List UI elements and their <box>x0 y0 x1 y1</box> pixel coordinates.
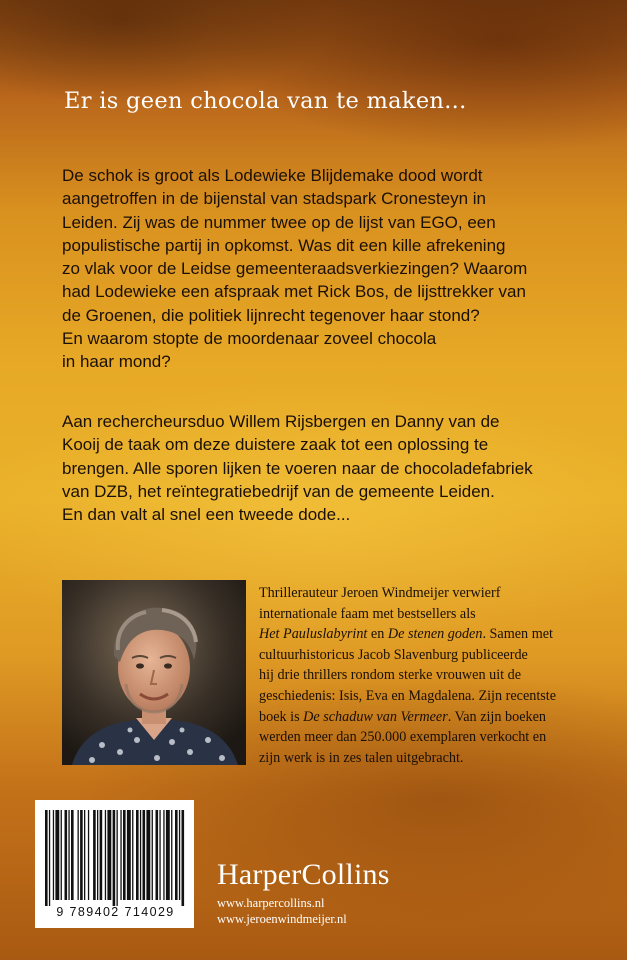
barcode-bar <box>152 810 153 900</box>
barcode-bar <box>78 810 79 900</box>
barcode-bar <box>166 810 170 900</box>
bio-text: . Van zijn boeken <box>447 708 546 725</box>
barcode-bar <box>55 810 59 900</box>
barcode-bar <box>159 810 160 900</box>
blurb-line: En dan valt al snel een tweede dode... <box>62 505 351 525</box>
publisher-logo: HarperCollins <box>217 858 390 891</box>
blurb-paragraph-2 <box>62 410 582 526</box>
barcode-bar <box>68 810 69 900</box>
barcode-bar <box>175 810 178 900</box>
barcode-bar <box>140 810 141 900</box>
barcode-bar <box>49 810 50 906</box>
barcode-bar <box>156 810 159 900</box>
bio-line: werden meer dan 250.000 exemplaren verkocht en <box>259 729 547 746</box>
barcode-bar <box>136 810 139 900</box>
barcode-bar <box>93 810 96 900</box>
author-portrait-illustration <box>62 580 246 765</box>
barcode <box>35 800 194 928</box>
barcode-bar <box>163 810 164 900</box>
barcode-bar <box>53 810 54 900</box>
bio-text: . Samen met <box>482 626 553 643</box>
blurb-line: Aan rechercheursduo Willem Rijsbergen en Danny van de <box>62 412 500 431</box>
blurb-line: de Groenen, die politiek lijnrecht tegenover haar stond? <box>62 305 480 325</box>
cover-headline: Er is geen chocola van te maken... <box>64 88 467 114</box>
barcode-bar <box>71 810 74 900</box>
barcode-bar <box>143 810 146 900</box>
blurb-line: in haar mond? <box>62 352 171 372</box>
bio-line: cultuurhistoricus Jacob Slavenburg publiceerde <box>259 646 528 663</box>
bio-line: geschiedenis: Isis, Eva en Magdalena. Zijn recentste <box>259 687 557 704</box>
blurb-line: De schok is groot als Lodewieke Blijdemake dood wordt <box>62 166 483 185</box>
blurb-line: En waarom stopte de moordenaar zoveel chocola <box>62 329 437 349</box>
book-title-het-paulus-labyrint: Het Pauluslabyrint <box>259 626 368 643</box>
blurb-line: zo vlak voor de Leidse gemeenteraadsverkiezingen? Waarom <box>62 259 528 279</box>
publisher-url: www.harpercollins.nl <box>217 896 325 910</box>
barcode-bar <box>97 810 98 900</box>
barcode-bar <box>80 810 83 900</box>
barcode-bar <box>105 810 106 900</box>
bio-line: hij drie thrillers rondom sterke vrouwen uit de <box>259 667 522 684</box>
author-photo <box>62 580 246 765</box>
bio-text: en <box>367 626 388 643</box>
barcode-bar <box>61 810 62 900</box>
barcode-bar <box>88 810 89 900</box>
blurb-line: Kooij de taak om deze duistere zaak tot een oplossing te <box>62 435 489 455</box>
barcode-bar <box>123 810 126 900</box>
barcode-bar <box>113 810 116 906</box>
barcode-bar <box>182 810 185 906</box>
author-bio <box>259 583 599 768</box>
blurb-line: populistische partij in opkomst. Was dit een kille afrekening <box>62 235 506 255</box>
bio-line: Thrillerauteur Jeroen Windmeijer verwierf <box>259 585 501 601</box>
blurb-line: aangetroffen in de bijenstal van stadspark Cronesteyn in <box>62 189 487 209</box>
blurb-line: brengen. Alle sporen lijken te voeren naar de chocoladefabriek <box>62 458 533 478</box>
bio-line-with-titles <box>259 624 599 645</box>
blurb-paragraph-1 <box>62 164 582 374</box>
barcode-bar <box>171 810 172 900</box>
barcode-bar <box>146 810 150 900</box>
bio-text: boek is <box>259 708 304 725</box>
barcode-bar <box>127 810 131 900</box>
barcode-bar <box>45 810 48 906</box>
bio-line: internationale faam met bestsellers als <box>259 605 476 622</box>
author-url: www.jeroenwindmeijer.nl <box>217 912 347 926</box>
bio-line-with-title <box>259 707 599 728</box>
barcode-bar <box>65 810 68 900</box>
blurb-line: had Lodewieke een afspraak met Rick Bos, de lijsttrekker van <box>62 282 526 302</box>
blurb-line: van DZB, het reïntegratiebedrijf van de gemeente Leiden. <box>62 481 495 501</box>
barcode-bar <box>117 810 118 906</box>
bio-line: zijn werk is in zes talen uitgebracht. <box>259 749 464 766</box>
isbn-number: 9 789402 714029 <box>56 905 175 919</box>
book-title-de-stenen-goden: De stenen goden <box>387 626 483 643</box>
barcode-bar <box>132 810 133 900</box>
barcode-bar <box>120 810 121 900</box>
barcode-bar <box>179 810 180 900</box>
barcode-bar <box>100 810 103 900</box>
book-title-de-schaduw-van-vermeer: De schaduw van Vermeer <box>303 708 448 725</box>
blurb-line: Leiden. Zij was de nummer twee op de lijst van EGO, een <box>62 212 496 232</box>
barcode-bar <box>84 810 85 900</box>
barcode-bar <box>107 810 111 900</box>
